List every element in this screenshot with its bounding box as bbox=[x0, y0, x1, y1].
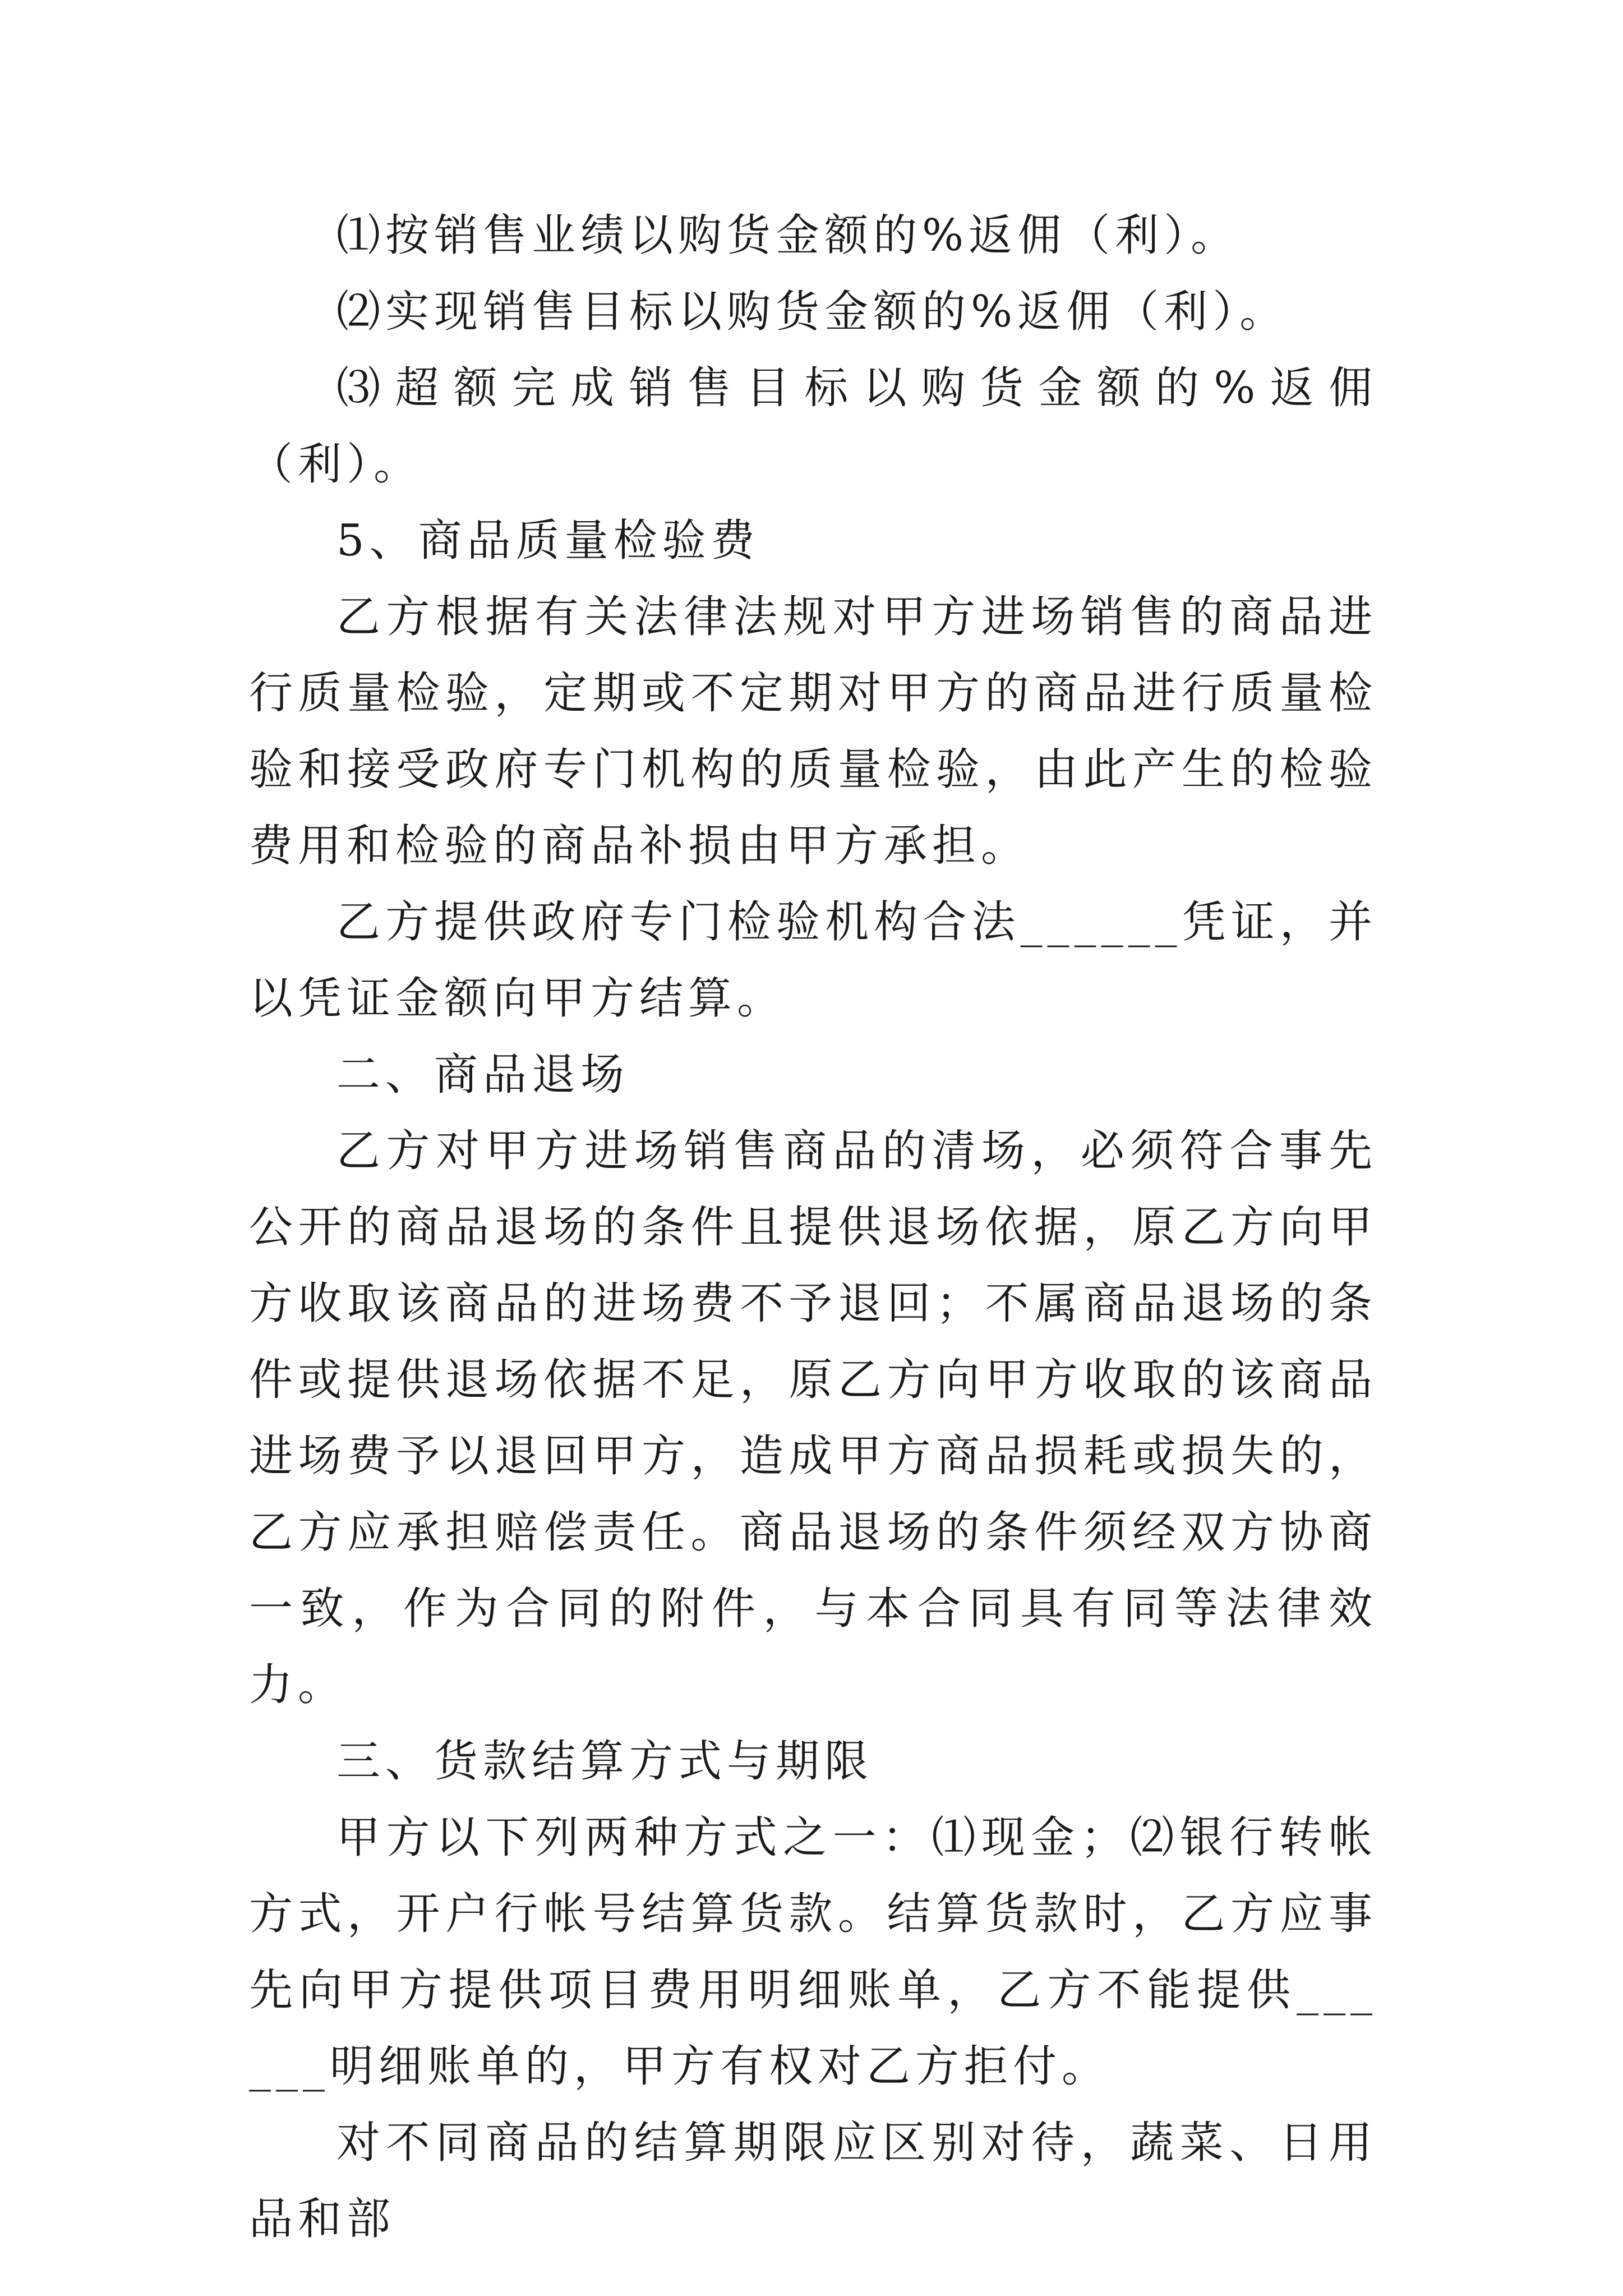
withdrawal-paragraph: 乙方对甲方进场销售商品的清场，必须符合事先公开的商品退场的条件且提供退场依据，原乙方向甲方收取该商品的进场费不予退回；不属商品退场的条件或提供退场依据不足，原乙方向甲方收取的该商品进场费予以退回甲方，造成甲方商品损耗或损失的，乙方应承担赔偿责任。商品退场的条件须经双方协商一致，作为合同的附件，与本合同具有同等法律效力。 bbox=[249, 1126, 1377, 1710]
section-heading-inspection-fee: 5、商品质量检验费 bbox=[336, 516, 760, 566]
settlement-period-paragraph: 对不同商品的结算期限应区别对待，蔬菜、日用品和部 bbox=[249, 2118, 1377, 2244]
settlement-paragraph: 甲方以下列两种方式之一：⑴现金；⑵银行转帐方式，开户行帐号结算货款。结算货款时，乙方应事先向甲方提供项目费用明细账单，乙方不能提供______明细账单的，甲方有权对乙方拒付。 bbox=[249, 1812, 1377, 2092]
rebate-item-2: ⑵实现销售目标以购货金额的%返佣（利）。 bbox=[336, 287, 1289, 337]
section-heading-withdrawal: 二、商品退场 bbox=[336, 1050, 630, 1100]
rebate-item-1: ⑴按销售业绩以购货金额的%返佣（利）。 bbox=[336, 210, 1240, 261]
inspection-paragraph: 乙方根据有关法律法规对甲方进场销售的商品进行质量检验，定期或不定期对甲方的商品进行质量检验和接受政府专门机构的质量检验，由此产生的检验费用和检验的商品补损由甲方承担。 bbox=[249, 592, 1377, 871]
document-body bbox=[249, 197, 1377, 2257]
rebate-item-3: ⑶超额完成销售目标以购货金额的%返佣（利）。 bbox=[249, 363, 1377, 490]
section-heading-settlement: 三、货款结算方式与期限 bbox=[336, 1736, 874, 1787]
inspection-certificate-paragraph: 乙方提供政府专门检验机构合法______凭证，并以凭证金额向甲方结算。 bbox=[249, 897, 1377, 1024]
